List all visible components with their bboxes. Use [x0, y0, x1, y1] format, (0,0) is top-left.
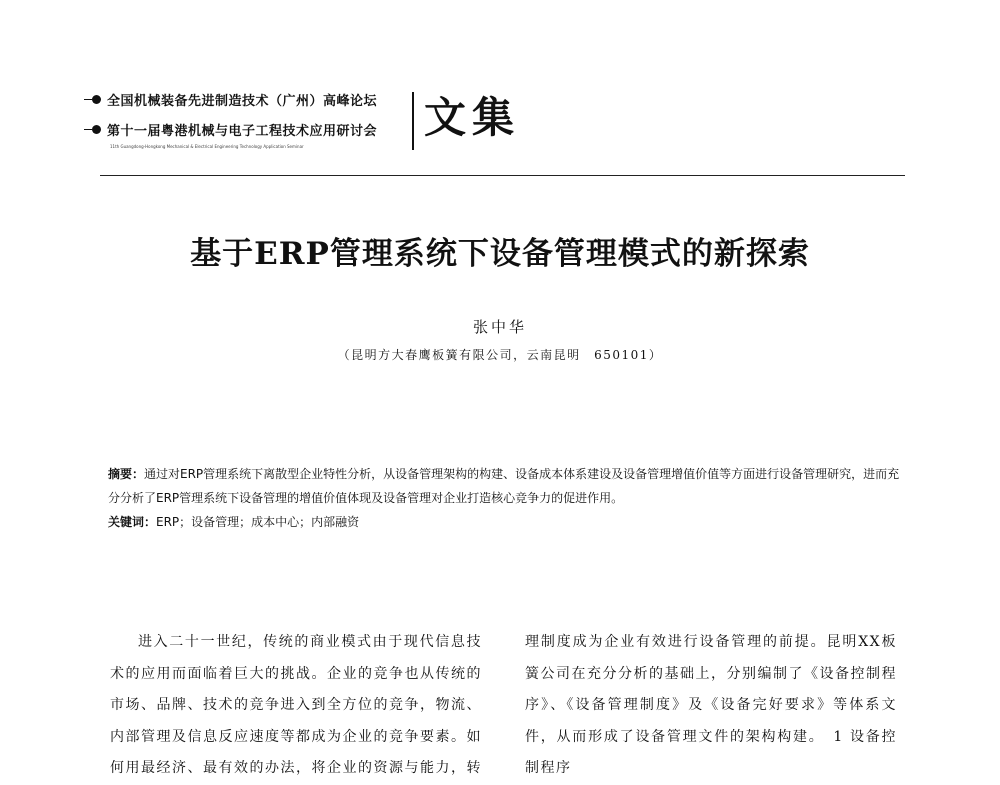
collection-title: 文集: [424, 93, 521, 142]
header-line-1: [92, 90, 377, 109]
seminar-english-name: 11th Guangdong-Hongkong Mechanical & Electrical Engineering Technology Application Seminar: [110, 144, 304, 149]
abstract-block: [108, 462, 908, 534]
keywords-label: 关键词：: [108, 515, 157, 529]
seminar-name: 第十一届粤港机械与电子工程技术应用研讨会: [107, 124, 378, 139]
abstract-text: 通过对ERP管理系统下离散型企业特性分析，从设备管理架构的构建、设备成本体系建设及设备管理增值价值等方面进行设备管理研究，进而充分分析了ERP管理系统下设备管理的增值价值体现及设备管理对企业打造核心竞争力的促进作用。: [108, 467, 900, 505]
keywords-paragraph: [108, 510, 908, 534]
author-name: 张中华: [472, 318, 527, 336]
forum-name: 全国机械装备先进制造技术（广州）高峰论坛: [107, 94, 378, 109]
body-right-column: 理制度成为企业有效进行设备管理的前提。昆明XX板簧公司在充分分析的基础上，分别编制了《设备控制程序》、《设备管理制度》及《设备完好要求》等体系文件，从而形成了设备管理文件的架构构建。 1 设备控制程序: [525, 634, 897, 776]
abstract-paragraph: [108, 462, 908, 510]
bullet-icon: [92, 125, 101, 134]
author-affiliation: （昆明方大春鹰板簧有限公司，云南昆明 650101）: [337, 348, 663, 362]
header-divider: [412, 92, 414, 150]
paper-title: 基于ERP管理系统下设备管理模式的新探索: [190, 236, 810, 272]
bullet-icon: [92, 95, 101, 104]
abstract-label: 摘要：: [108, 467, 145, 481]
keywords-text: ERP；设备管理；成本中心；内部融资: [156, 515, 360, 529]
header-rule: [100, 175, 905, 176]
header-line-2: [92, 120, 377, 139]
page-cutoff: [0, 748, 1000, 760]
body-left-column: 进入二十一世纪，传统的商业模式由于现代信息技术的应用而面临着巨大的挑战。企业的竞争也从传统的市场、品牌、技术的竞争进入到全方位的竞争，物流、内部管理及信息反应速度等都成为企业的竞争要素。如何用最经济、最有效的办法，将企业的资源与能力，转: [110, 634, 482, 776]
